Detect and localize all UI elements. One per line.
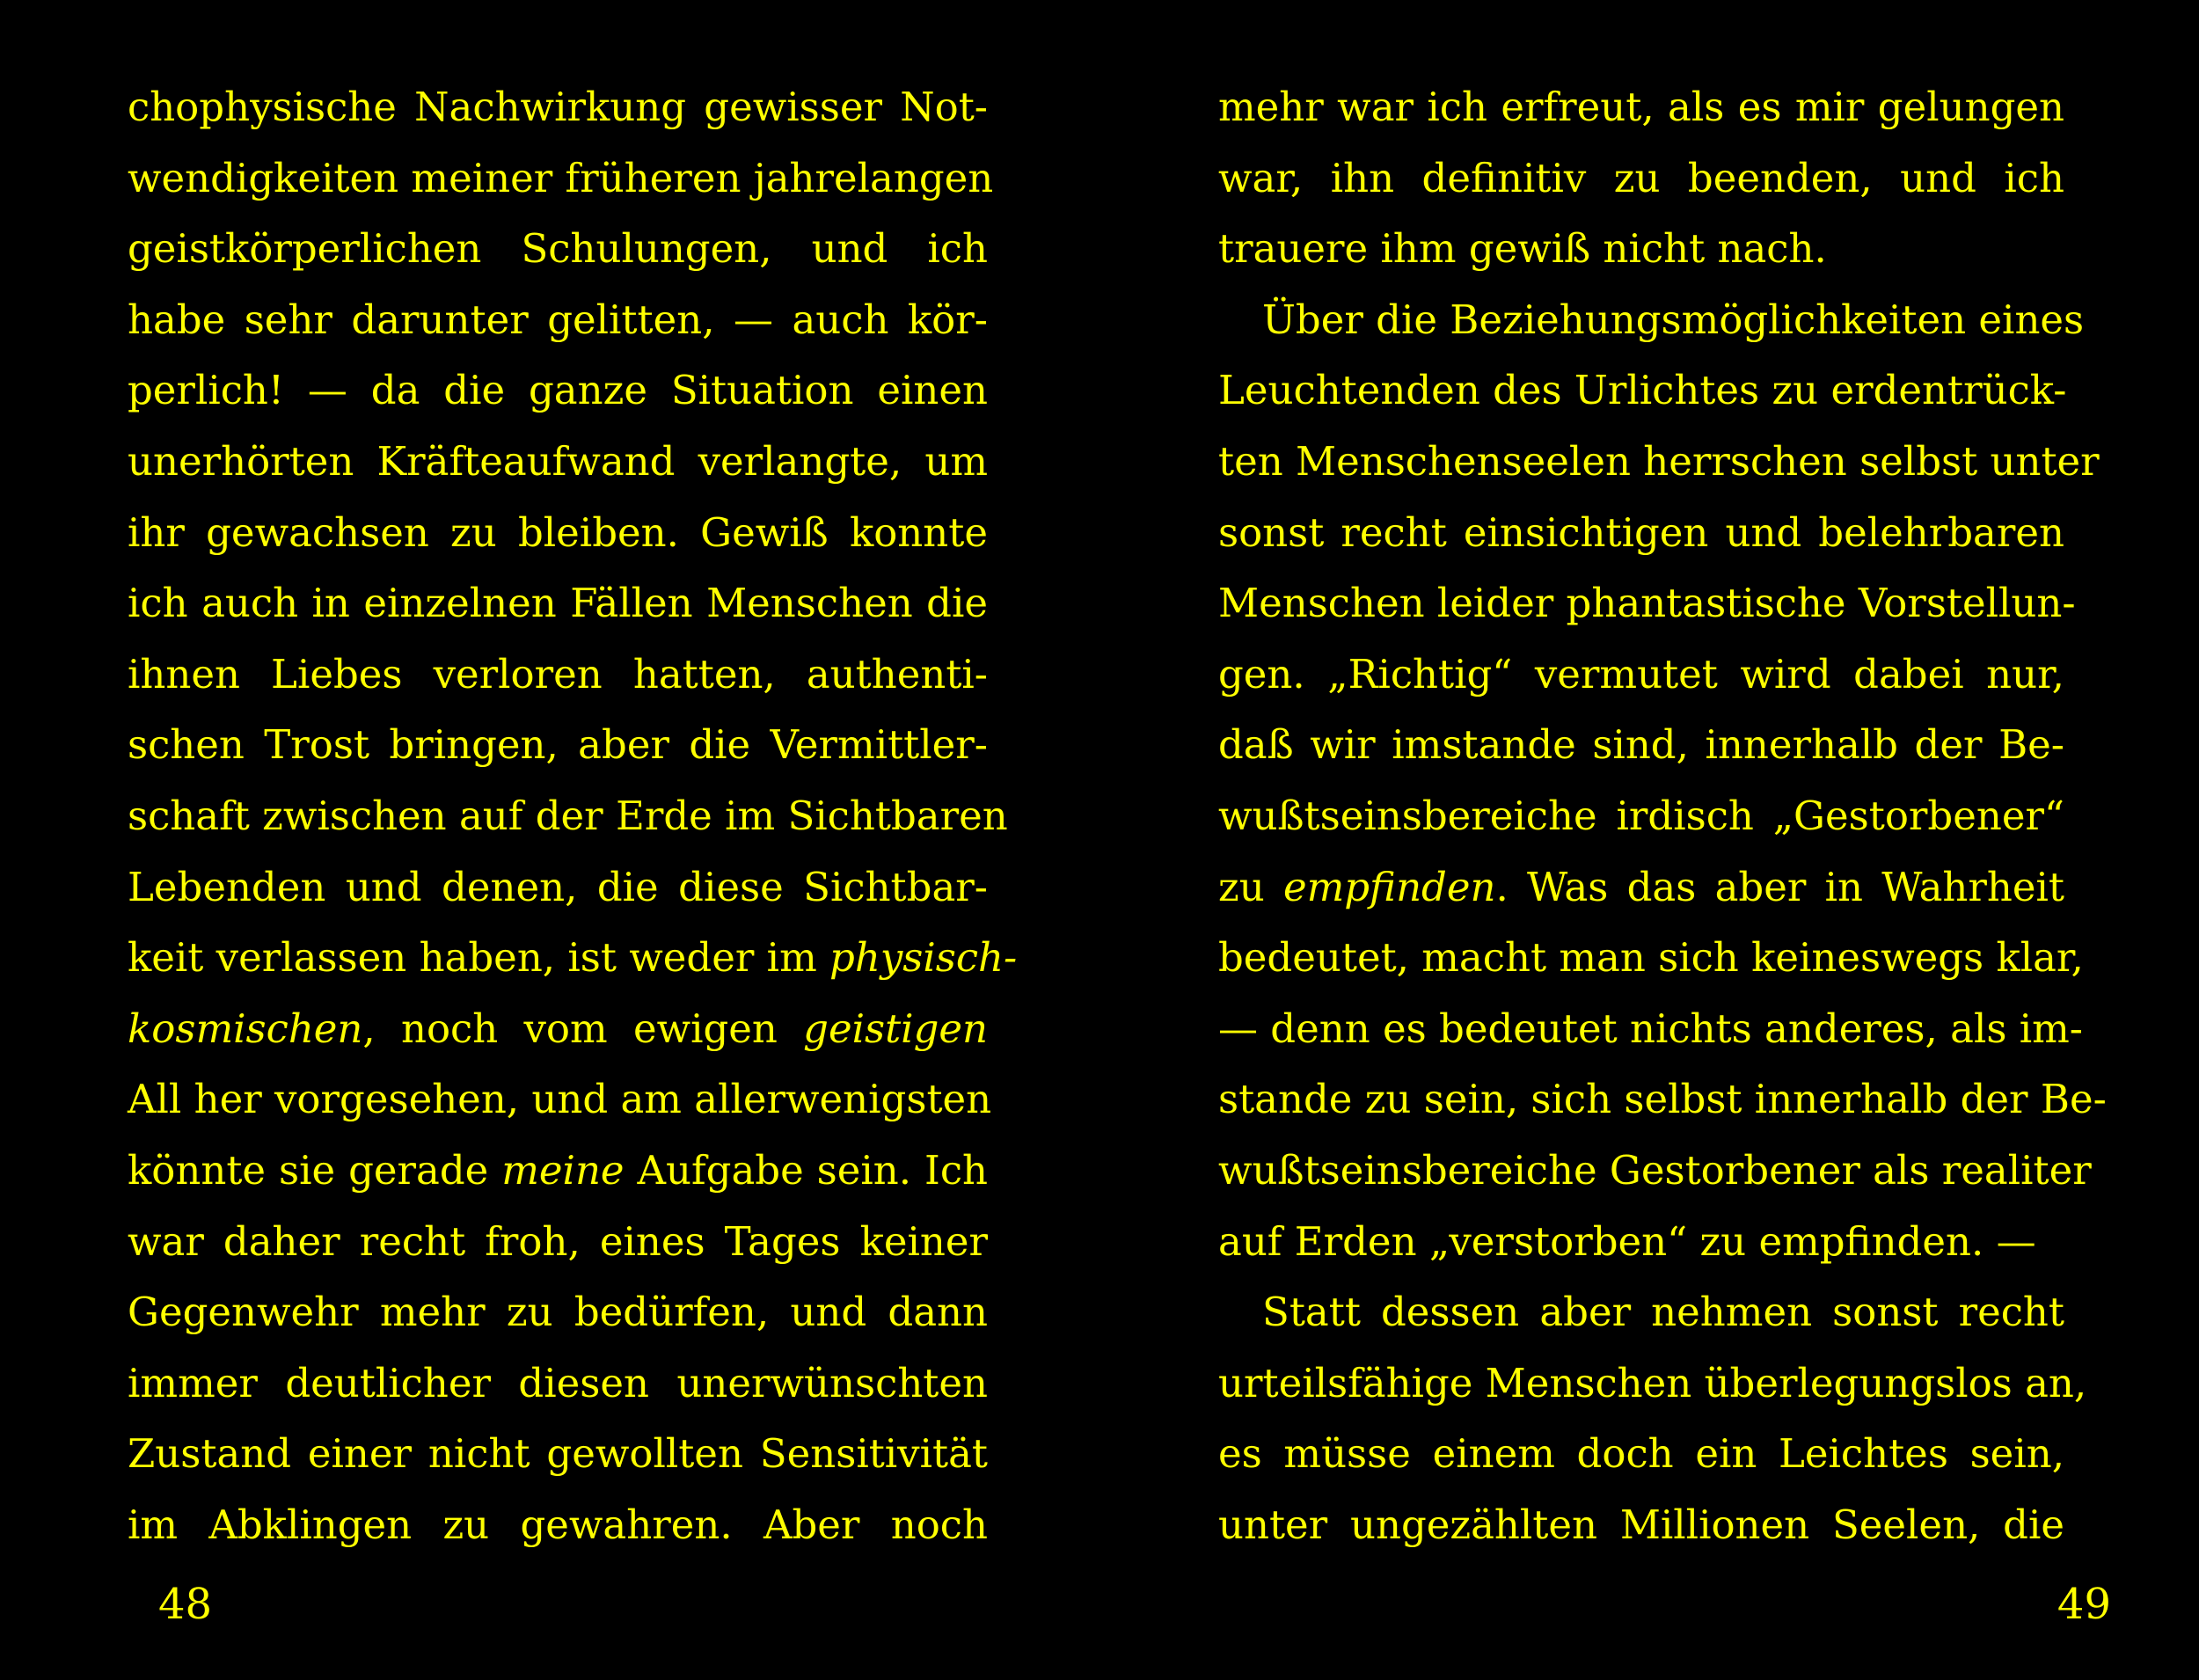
text-line: schen Trost bringen, aber die Vermittler- bbox=[128, 721, 988, 769]
text-line: unter ungezählten Millionen Seelen, die bbox=[1218, 1501, 2064, 1548]
text-line: ten Menschenseelen herrschen selbst unter bbox=[1218, 437, 2100, 485]
right-page bbox=[1100, 0, 2199, 1680]
text-line: mehr war ich erfreut, als es mir gelungen bbox=[1218, 84, 2064, 130]
text-line: Gegenwehr mehr zu bedürfen, und dann bbox=[128, 1289, 988, 1336]
text-line: unerhörten Kräfteaufwand verlangte, um bbox=[128, 437, 988, 485]
text-line: war daher recht froh, eines Tages keiner bbox=[128, 1217, 988, 1265]
page-number: 49 bbox=[2057, 1580, 2111, 1629]
text-line: wußtseinsbereiche Gestorbener als realiter bbox=[1218, 1146, 2092, 1194]
text-line: ich auch in einzelnen Fällen Menschen die bbox=[128, 580, 988, 627]
text-line: zu empfinden. Was das aber in Wahrheit bbox=[1218, 863, 2064, 910]
text-line: habe sehr darunter gelitten, — auch kör- bbox=[128, 296, 988, 343]
text-line: auf Erden „verstorben“ zu empfinden. — bbox=[1218, 1217, 2036, 1265]
text-line: chophysische Nachwirkung gewisser Not- bbox=[128, 84, 988, 130]
text-line: Menschen leider phantastische Vorstellun- bbox=[1218, 580, 2076, 627]
italic-emphasis: empfinden bbox=[1282, 863, 1496, 910]
text-line: All her vorgesehen, und am allerwenigsten bbox=[128, 1076, 992, 1123]
italic-emphasis: geistigen bbox=[803, 1004, 988, 1052]
text-line: stande zu sein, sich selbst innerhalb der Be- bbox=[1218, 1076, 2107, 1123]
italic-emphasis: physisch- bbox=[829, 934, 1018, 982]
page-number: 48 bbox=[158, 1580, 213, 1629]
text-line: gen. „Richtig“ vermutet wird dabei nur, bbox=[1218, 650, 2064, 698]
text-line: Leuchtenden des Urlichtes zu erdentrück- bbox=[1218, 367, 2067, 414]
text-line: urteilsfähige Menschen überlegungslos an, bbox=[1218, 1359, 2087, 1406]
text-line: Lebenden und denen, die diese Sichtbar- bbox=[128, 863, 988, 910]
text-line: wußtseinsbereiche irdisch „Gestorbener“ bbox=[1218, 792, 2064, 839]
text-line: schaft zwischen auf der Erde im Sichtbaren bbox=[128, 792, 1008, 839]
text-line: bedeutet, macht man sich keineswegs klar, bbox=[1218, 934, 2084, 982]
italic-emphasis: kosmischen bbox=[128, 1004, 363, 1052]
text-line: sonst recht einsichtigen und belehrbaren bbox=[1218, 508, 2064, 556]
text-line: ihr gewachsen zu bleiben. Gewiß konnte bbox=[128, 508, 988, 556]
paragraph-start-line: Statt dessen aber nehmen sonst recht bbox=[1262, 1289, 2064, 1336]
text-line: war, ihn definitiv zu beenden, und ich bbox=[1218, 154, 2064, 201]
paragraph-start-line: Über die Beziehungsmöglichkeiten eines bbox=[1262, 296, 2085, 343]
text-line: könnte sie gerade meine Aufgabe sein. Ich bbox=[128, 1146, 989, 1194]
text-line: daß wir imstande sind, innerhalb der Be- bbox=[1218, 721, 2064, 769]
text-line: immer deutlicher diesen unerwünschten bbox=[128, 1359, 988, 1406]
text-line: kosmischen, noch vom ewigen geistigen bbox=[128, 1004, 988, 1052]
text-line: perlich! — da die ganze Situation einen bbox=[128, 367, 988, 414]
text-line: trauere ihm gewiß nicht nach. bbox=[1218, 225, 1827, 273]
text-line: es müsse einem doch ein Leichtes sein, bbox=[1218, 1430, 2064, 1478]
text-line: ihnen Liebes verloren hatten, authenti- bbox=[128, 650, 988, 698]
text-line: — denn es bedeutet nichts anderes, als im- bbox=[1218, 1004, 2084, 1052]
text-line: geistkörperlichen Schulungen, und ich bbox=[128, 225, 988, 273]
text-line: keit verlassen haben, ist weder im physisch- bbox=[128, 934, 1018, 982]
left-page-text bbox=[128, 72, 1018, 1560]
text-line: wendigkeiten meiner früheren jahrelangen bbox=[128, 154, 994, 201]
text-line: Zustand einer nicht gewollten Sensitivität bbox=[128, 1430, 988, 1478]
right-page-text bbox=[1218, 72, 2107, 1560]
italic-emphasis: meine bbox=[501, 1146, 625, 1194]
text-line: im Abklingen zu gewahren. Aber noch bbox=[128, 1501, 988, 1548]
